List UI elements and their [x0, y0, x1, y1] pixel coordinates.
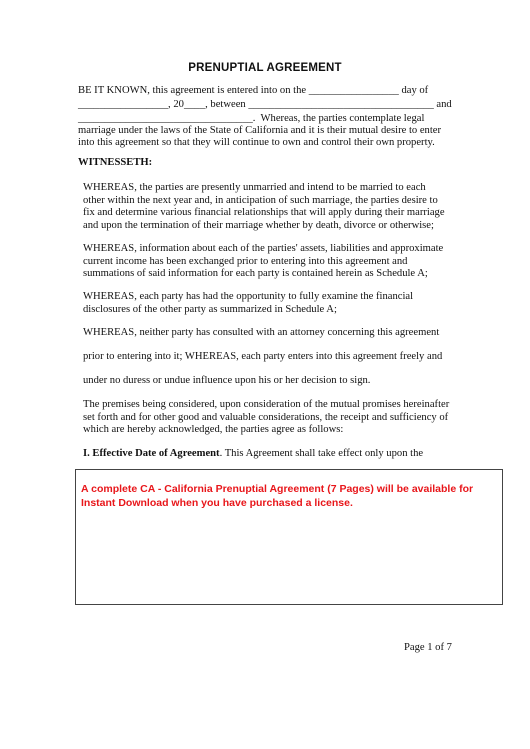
- section-1-line: [83, 447, 423, 460]
- paragraph-line: other within the next year and, in anticipation of such marriage, the parties desire to: [83, 195, 438, 206]
- paragraph-line: prior to entering into it; WHEREAS, each party enters into this agreement freely and: [83, 351, 443, 362]
- preview-notice-box: [75, 469, 503, 605]
- paragraph-line: The premises being considered, upon consideration of the mutual promises hereinafter: [83, 399, 450, 410]
- paragraph-line: WHEREAS, the parties are presently unmarried and intend to be married to each: [83, 182, 426, 193]
- intro-line: marriage under the laws of the State of California and it is their mutual desire to enter: [78, 125, 442, 136]
- page-number: Page 1 of 7: [404, 642, 452, 653]
- paragraph-line: and upon the termination of their marriage whether by death, divorce or otherwise;: [83, 220, 434, 231]
- paragraph-line: current income has been exchanged prior to entering into this agreement and: [83, 256, 408, 267]
- paragraph-line: fix and determine various financial relationships that will apply during their marriage: [83, 207, 445, 218]
- intro-line: _________________, 20____, between ___________________________________ and: [78, 99, 452, 110]
- intro-line: BE IT KNOWN, this agreement is entered into on the _________________ day of: [78, 85, 429, 96]
- page-title: PRENUPTIAL AGREEMENT: [188, 62, 342, 74]
- paragraph-line: under no duress or undue influence upon his or her decision to sign.: [83, 375, 371, 386]
- paragraph-line: disclosures of the other party as summarized in Schedule A;: [83, 304, 337, 315]
- paragraph-line: summations of said information for each party is contained herein as Schedule A;: [83, 268, 428, 279]
- intro-line: into this agreement so that they will continue to own and control their own property.: [78, 137, 435, 148]
- witnesseth-heading: WITNESSETH:: [78, 157, 153, 168]
- section-1-text: . This Agreement shall take effect only upon the: [219, 448, 424, 459]
- paragraph-line: WHEREAS, each party has had the opportunity to fully examine the financial: [83, 291, 414, 302]
- section-1-heading: I. Effective Date of Agreement: [83, 448, 220, 459]
- paragraph-line: set forth and for other good and valuable considerations, the receipt and sufficiency of: [83, 412, 449, 423]
- purchase-notice: A complete CA - California Prenuptial Agreement (7 Pages) will be available for Instant Download when you have purchased a license.: [81, 483, 474, 509]
- intro-line: _________________________________. Whereas, the parties contemplate legal: [78, 113, 425, 124]
- paragraph-line: WHEREAS, information about each of the parties' assets, liabilities and approximate: [83, 243, 444, 254]
- paragraph-line: WHEREAS, neither party has consulted with an attorney concerning this agreement: [83, 327, 440, 338]
- paragraph-line: which are hereby acknowledged, the parties agree as follows:: [83, 424, 344, 435]
